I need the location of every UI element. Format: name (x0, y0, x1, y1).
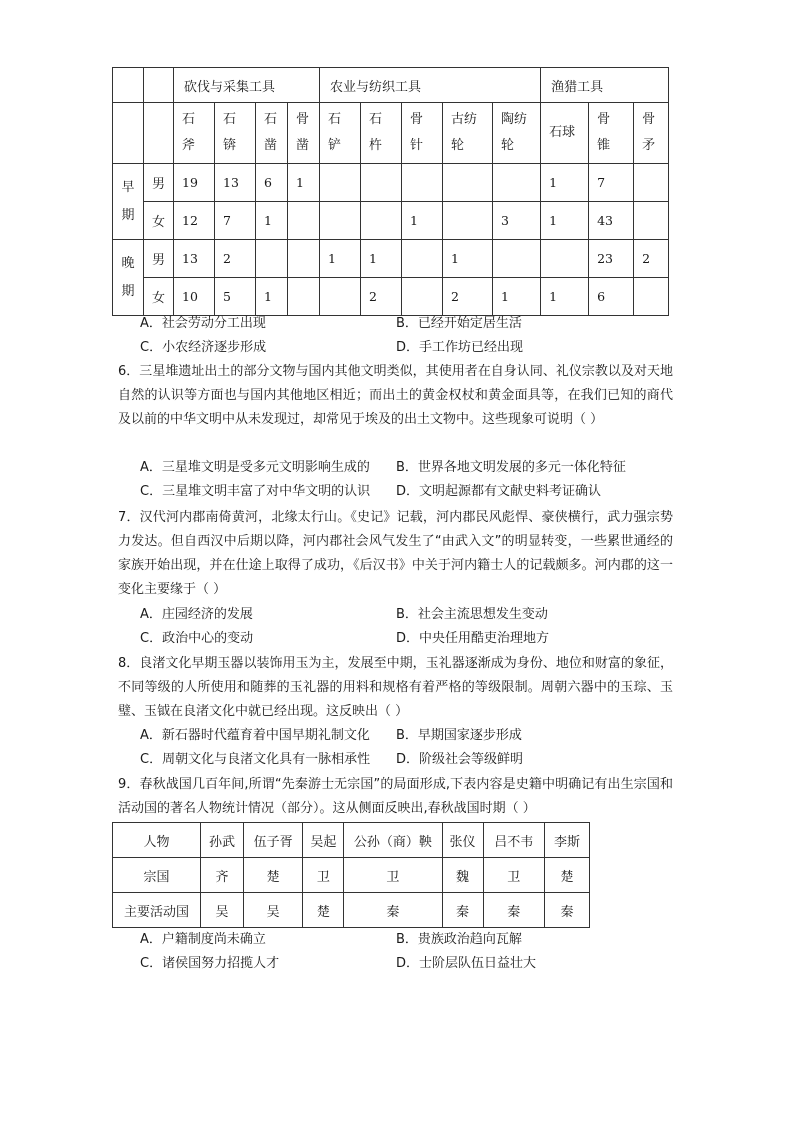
table-cell: 12 (174, 202, 215, 240)
option-b[interactable]: B．世界各地文明发展的多元一体化特征 (396, 460, 626, 475)
row-label: 宗国 (113, 858, 201, 893)
active-state-cell: 楚 (303, 893, 344, 928)
table-cell: 1 (320, 240, 361, 278)
table-row (113, 823, 590, 858)
table-row (113, 202, 669, 240)
group-header: 渔猎工具 (541, 68, 669, 103)
active-state-cell: 秦 (483, 893, 544, 928)
table-cell: 13 (174, 240, 215, 278)
table-row (113, 278, 669, 316)
tool-header: 石 杵 (361, 103, 402, 164)
home-state-cell: 卫 (344, 858, 442, 893)
table-cell: 23 (589, 240, 634, 278)
table-cell: 1 (541, 202, 589, 240)
table-cell: 1 (256, 202, 288, 240)
home-state-cell: 齐 (201, 858, 244, 893)
person-cell: 张仪 (442, 823, 483, 858)
tool-header: 骨 矛 (634, 103, 669, 164)
table-row (113, 893, 590, 928)
table-cell: 3 (493, 202, 541, 240)
table-cell (443, 164, 493, 202)
table-cell (320, 278, 361, 316)
q6-options (140, 456, 700, 504)
table-cell: 10 (174, 278, 215, 316)
table-row (113, 164, 669, 202)
person-cell: 李斯 (544, 823, 589, 858)
q8-options (140, 724, 700, 772)
active-state-cell: 吴 (244, 893, 303, 928)
option-c[interactable]: C．周朝文化与良渚文化具有一脉相承性 (140, 752, 371, 767)
q5-options (140, 312, 700, 360)
table-cell (634, 164, 669, 202)
table-cell (361, 202, 402, 240)
group-header: 农业与纺织工具 (320, 68, 541, 103)
person-cell: 孙武 (201, 823, 244, 858)
home-state-cell: 卫 (303, 858, 344, 893)
home-state-cell: 魏 (442, 858, 483, 893)
option-b[interactable]: B．早期国家逐步形成 (396, 728, 522, 743)
option-c[interactable]: C．政治中心的变动 (140, 631, 254, 646)
table-tool-header-row (113, 103, 669, 164)
tool-header: 石 凿 (256, 103, 288, 164)
option-c[interactable]: C．诸侯国努力招揽人才 (140, 956, 280, 971)
tool-header: 石 铲 (320, 103, 361, 164)
question-7-stem: 7．汉代河内郡南倚黄河，北缘太行山。《史记》记载，河内郡民风彪悍、豪侠横行，武力强宗势力发达。但自西汉中后期以降，河内郡社会风气发生了“由武入文”的明显转变，一些累世通经的家族开始出现，并在仕途上取得了成功，《后汉书》中关于河内籍士人的记载颇多。河内郡的这一变化主要缘于（ ） (118, 510, 673, 597)
option-d[interactable]: D．中央任用酷吏治理地方 (396, 631, 550, 646)
row-label: 主要活动国 (113, 893, 201, 928)
option-a[interactable]: A．三星堆文明是受多元文明影响生成的 (140, 460, 370, 475)
gender-cell: 女 (144, 202, 174, 240)
option-d[interactable]: D．阶级社会等级鲜明 (396, 752, 524, 767)
group-header: 砍伐与采集工具 (174, 68, 320, 103)
table-cell (443, 202, 493, 240)
table-cell: 7 (215, 202, 256, 240)
table-cell: 43 (589, 202, 634, 240)
table-cell: 2 (361, 278, 402, 316)
tool-header: 石 斧 (174, 103, 215, 164)
active-state-cell: 秦 (344, 893, 442, 928)
table-cell: 19 (174, 164, 215, 202)
option-a[interactable]: A．庄园经济的发展 (140, 607, 253, 622)
home-state-cell: 楚 (544, 858, 589, 893)
tool-header: 石 锛 (215, 103, 256, 164)
table-cell: 1 (443, 240, 493, 278)
table-cell (634, 278, 669, 316)
option-b[interactable]: B．已经开始定居生活 (396, 316, 522, 331)
tool-header: 骨 针 (402, 103, 443, 164)
tool-header: 骨 锥 (589, 103, 634, 164)
option-a[interactable]: A．新石器时代蕴育着中国早期礼制文化 (140, 728, 370, 743)
table-cell: 6 (256, 164, 288, 202)
table-cell (288, 240, 320, 278)
table-cell (320, 202, 361, 240)
table-cell: 1 (541, 164, 589, 202)
empty-cell (144, 103, 174, 164)
table-cell (402, 164, 443, 202)
table-cell: 1 (361, 240, 402, 278)
option-a[interactable]: A．户籍制度尚未确立 (140, 932, 266, 947)
question-9-stem: 9．春秋战国几百年间,所谓“先秦游士无宗国”的局面形成,下表内容是史籍中明确记有出生宗国和活动国的著名人物统计情况（部分）。这从侧面反映出,春秋战国时期（ ） (118, 777, 673, 816)
table-cell: 1 (256, 278, 288, 316)
option-a[interactable]: A．社会劳动分工出现 (140, 316, 266, 331)
option-c[interactable]: C．三星堆文明丰富了对中华文明的认识 (140, 484, 371, 499)
table-cell (320, 164, 361, 202)
question-8-stem: 8．良渚文化早期玉器以装饰用玉为主，发展至中期，玉礼器逐渐成为身份、地位和财富的象征，不同等级的人所使用和随葬的玉礼器的用料和规格有着严格的等级限制。周朝六器中的玉琮、玉璧、玉钺在良渚文化中就已经出现。这反映出（ ） (118, 656, 673, 719)
table-row (113, 240, 669, 278)
table-cell: 1 (541, 278, 589, 316)
gender-cell: 女 (144, 278, 174, 316)
table-cell: 1 (493, 278, 541, 316)
person-cell: 吴起 (303, 823, 344, 858)
active-state-cell: 秦 (442, 893, 483, 928)
table-cell (634, 202, 669, 240)
empty-cell (113, 103, 144, 164)
period-cell: 晚 期 (113, 240, 144, 316)
table-cell: 5 (215, 278, 256, 316)
table-cell (288, 278, 320, 316)
q7-options (140, 603, 700, 651)
gender-cell: 男 (144, 164, 174, 202)
table-cell: 2 (634, 240, 669, 278)
option-d[interactable]: D．文明起源都有文献史料考证确认 (396, 484, 602, 499)
table-cell: 7 (589, 164, 634, 202)
empty-cell (113, 68, 144, 103)
option-b[interactable]: B．社会主流思想发生变动 (396, 607, 548, 622)
q9-options (140, 928, 700, 976)
tools-statistics-table (112, 67, 669, 316)
active-state-cell: 吴 (201, 893, 244, 928)
gender-cell: 男 (144, 240, 174, 278)
table-cell (256, 240, 288, 278)
table-row (113, 858, 590, 893)
tool-header: 陶纺 轮 (493, 103, 541, 164)
empty-cell (144, 68, 174, 103)
tool-header: 骨 凿 (288, 103, 320, 164)
option-d[interactable]: D．士阶层队伍日益壮大 (396, 956, 537, 971)
table-cell: 1 (402, 202, 443, 240)
option-b[interactable]: B．贵族政治趋向瓦解 (396, 932, 522, 947)
table-group-header-row (113, 68, 669, 103)
tool-header: 石球 (541, 103, 589, 164)
option-d[interactable]: D．手工作坊已经出现 (396, 340, 524, 355)
table-cell (288, 202, 320, 240)
table-cell: 6 (589, 278, 634, 316)
table-cell: 2 (443, 278, 493, 316)
people-statistics-table (112, 822, 590, 928)
active-state-cell: 秦 (544, 893, 589, 928)
home-state-cell: 卫 (483, 858, 544, 893)
option-c[interactable]: C．小农经济逐步形成 (140, 340, 267, 355)
table-cell: 13 (215, 164, 256, 202)
person-cell: 公孙（商）鞅 (344, 823, 442, 858)
table-cell (541, 240, 589, 278)
table-cell (402, 278, 443, 316)
table-cell: 1 (288, 164, 320, 202)
table-cell (361, 164, 402, 202)
row-label: 人物 (113, 823, 201, 858)
question-6-stem: 6．三星堆遗址出土的部分文物与国内其他文明类似，其使用者在自身认同、礼仪宗教以及对天地自然的认识等方面也与国内其他地区相近；而出土的黄金权杖和黄金面具等，在我们已知的商代及以前的中华文明中从未发现过，却常见于埃及的出土文物中。这些现象可说明（ ） (118, 364, 673, 427)
table-cell: 2 (215, 240, 256, 278)
person-cell: 吕不韦 (483, 823, 544, 858)
home-state-cell: 楚 (244, 858, 303, 893)
person-cell: 伍子胥 (244, 823, 303, 858)
table-cell (402, 240, 443, 278)
tool-header: 古纺 轮 (443, 103, 493, 164)
table-cell (493, 164, 541, 202)
table-cell (493, 240, 541, 278)
period-cell: 早 期 (113, 164, 144, 240)
